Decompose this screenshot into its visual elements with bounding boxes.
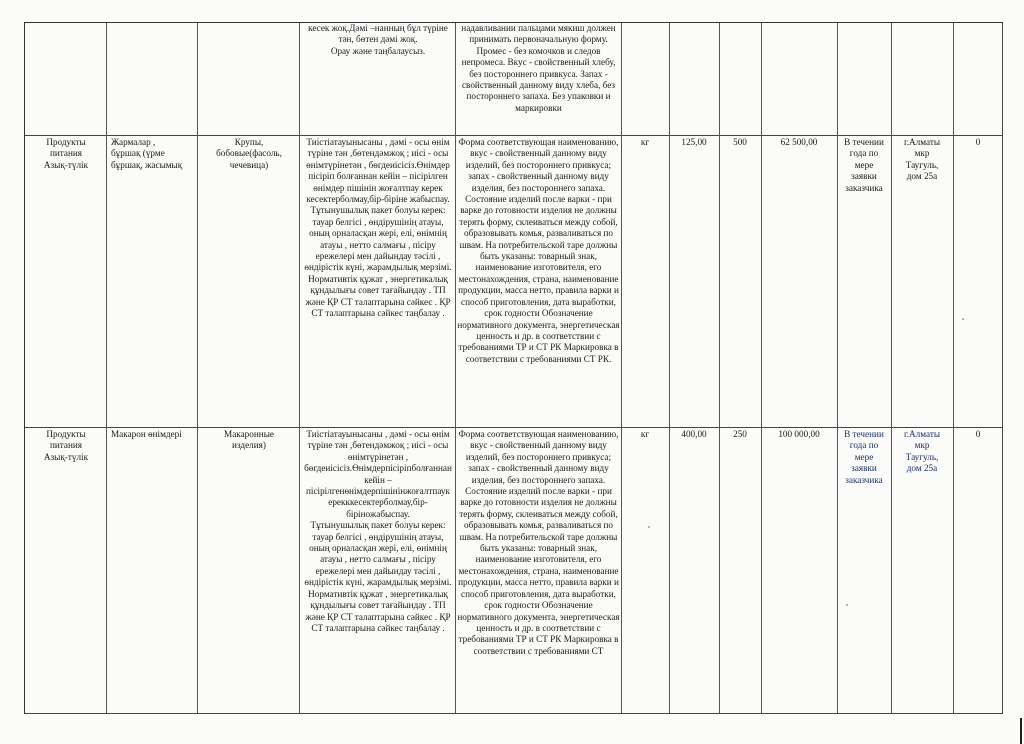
table-row: [25, 23, 1002, 136]
unit: кг: [640, 429, 650, 439]
scan-speck: [648, 526, 650, 528]
description-kz: Тиістіатауынысаны , дәмі - осы өнім түріне тән ,бөтендәмжоқ ; иісі - осы өнімтүрінетән , бөгдеиісісіз.Өнімдерпісіріпболғаннан кейін – пісірілгенөнімдерпішінінжоғалтпаук ерекккесектерболмау,бір-біріножабыспау. Тұтынушылық пакет болуы керек: тауар белгісі , өндірушінің атауы, оның орналасқан жері, елі, өнімнің атауы , нетто салмағы , пісіру ережелері мен дайындау тәсілі , өндірістік күні, жарамдылық мерзімі. Нормативтік құжат , энергетикалық құндылығы совет тағайындау . ТП және ҚР СТ талаптарына сәйкес . ҚР СТ талаптарына сәйкес таңбалау .: [304, 429, 452, 633]
price: 125,00: [681, 137, 707, 147]
delivery-place: г.Алматы мкр Таугуль, дом 25а: [903, 137, 941, 182]
item-name-ru: Крупы, бобовые(фасоль, чечевица): [216, 137, 282, 170]
scan-speck: [962, 318, 964, 320]
category: Продукты питания Азық-түлік: [43, 137, 89, 170]
delivery-term: В течении года по мере заявки заказчика: [844, 137, 884, 193]
price: 400,00: [681, 429, 707, 439]
scan-edge-mark: [1020, 718, 1022, 744]
description-kz: Тиістіатауынысаны , дәмі - осы өнім түріне тән ,бөтендәмжоқ ; иісі - осы өнімтүрінетән , бөгдеиісісіз.Өнімдер пісіріп болғаннан кейін – пісірілген өнімдер пішінін жоғалтпау керек кесектерболмау,бір-біріне жабыспау. Тұтынушылық пакет болуы керек: тауар белгісі , өндірушінің атауы, оның орналасқан жері, елі, өнімнің атауы , нетто салмағы , пісіру ережелері мен дайындау тәсілі , өндірістік күні, жарамдылық мерзімі. Нормативтік құжат , энергетикалық құндылығы совет тағайындау . ТП және ҚР СТ талаптарына сәйкес . ҚР СТ талаптарына сәйкес таңбалау .: [304, 137, 452, 319]
description-kz: кесек жоқ.Дәмі –нанның бұл түріне тән, бөтен дәмі жоқ. Орау және таңбалаусыз.: [308, 23, 448, 56]
table-row: [25, 135, 1002, 428]
unit: кг: [640, 137, 650, 147]
procurement-table: [24, 22, 1003, 714]
item-name-kz: Макарон өнімдері: [111, 429, 182, 439]
description-ru: Форма соответствующая наименованию, вкус - свойственный данному виду изделий, без постороннего привкуса; запах - свойственный данному виду изделия, без постороннего запаха. Состояние изделий после варки - при варке до готовности изделия не должны терять форму, склеиваться между собой, образовывать комья, разваливаться по швам. На потребительской таре должны быть указаны: товарный знак, наименование изготовителя, его местонахождения, страна, наименование продукции, масса нетто, правила варки и способ приготовления, дата выработки, срок годности Обозначение нормативного документа, энергетическая ценность и др. в соответствии с требованиями ТР и СТ РК Маркировка в соответствии с требованиями СТ РК.: [457, 137, 620, 364]
sum: 62 500,00: [780, 137, 818, 147]
advance: 0: [975, 137, 981, 147]
advance: 0: [975, 429, 981, 439]
item-name-ru: Макаронные изделия): [224, 429, 274, 451]
delivery-term: В течении года по мере заявки заказчика: [844, 429, 884, 485]
quantity: 250: [733, 429, 747, 439]
description-ru: надавливании пальцами мякиш должен принимать первоначальную форму. Промес - без комочков и следов непромеса. Вкус - свойственный хлебу, без постороннего привкуса. Запах - свойственный данному виду хлеба, без постороннего запаха. Без упаковки и маркировки: [461, 23, 616, 113]
category: Продукты питания Азық-түлік: [43, 429, 89, 462]
delivery-place: г.Алматы мкр Таугуль, дом 25а: [903, 429, 941, 474]
sum: 100 000,00: [778, 429, 820, 439]
description-ru: Форма соответствующая наименованию, вкус - свойственный данному виду изделий, без постороннего привкуса; запах - свойственный данному виду изделия, без постороннего запаха. Состояние изделий после варки - при варке до готовности изделия не должны терять форму, склеиваться между собой, образовывать комья, разваливаться по швам. На потребительской таре должны быть указаны: товарный знак, наименование изготовителя, его местонахождения, страна, наименование продукции, масса нетто, правила варки и способ приготовления, дата выработки, срок годности Обозначение нормативного документа, энергетическая ценность и др. в соответствии с требованиями ТР и СТ РК Маркировка в соответствии с требованиями СТ: [457, 429, 620, 656]
scan-speck: [846, 604, 848, 606]
item-name-kz: Жармалар , бұршақ (үрме бұршақ, жасымық: [111, 137, 183, 170]
quantity: 500: [733, 137, 747, 147]
table-row: [25, 427, 1002, 713]
